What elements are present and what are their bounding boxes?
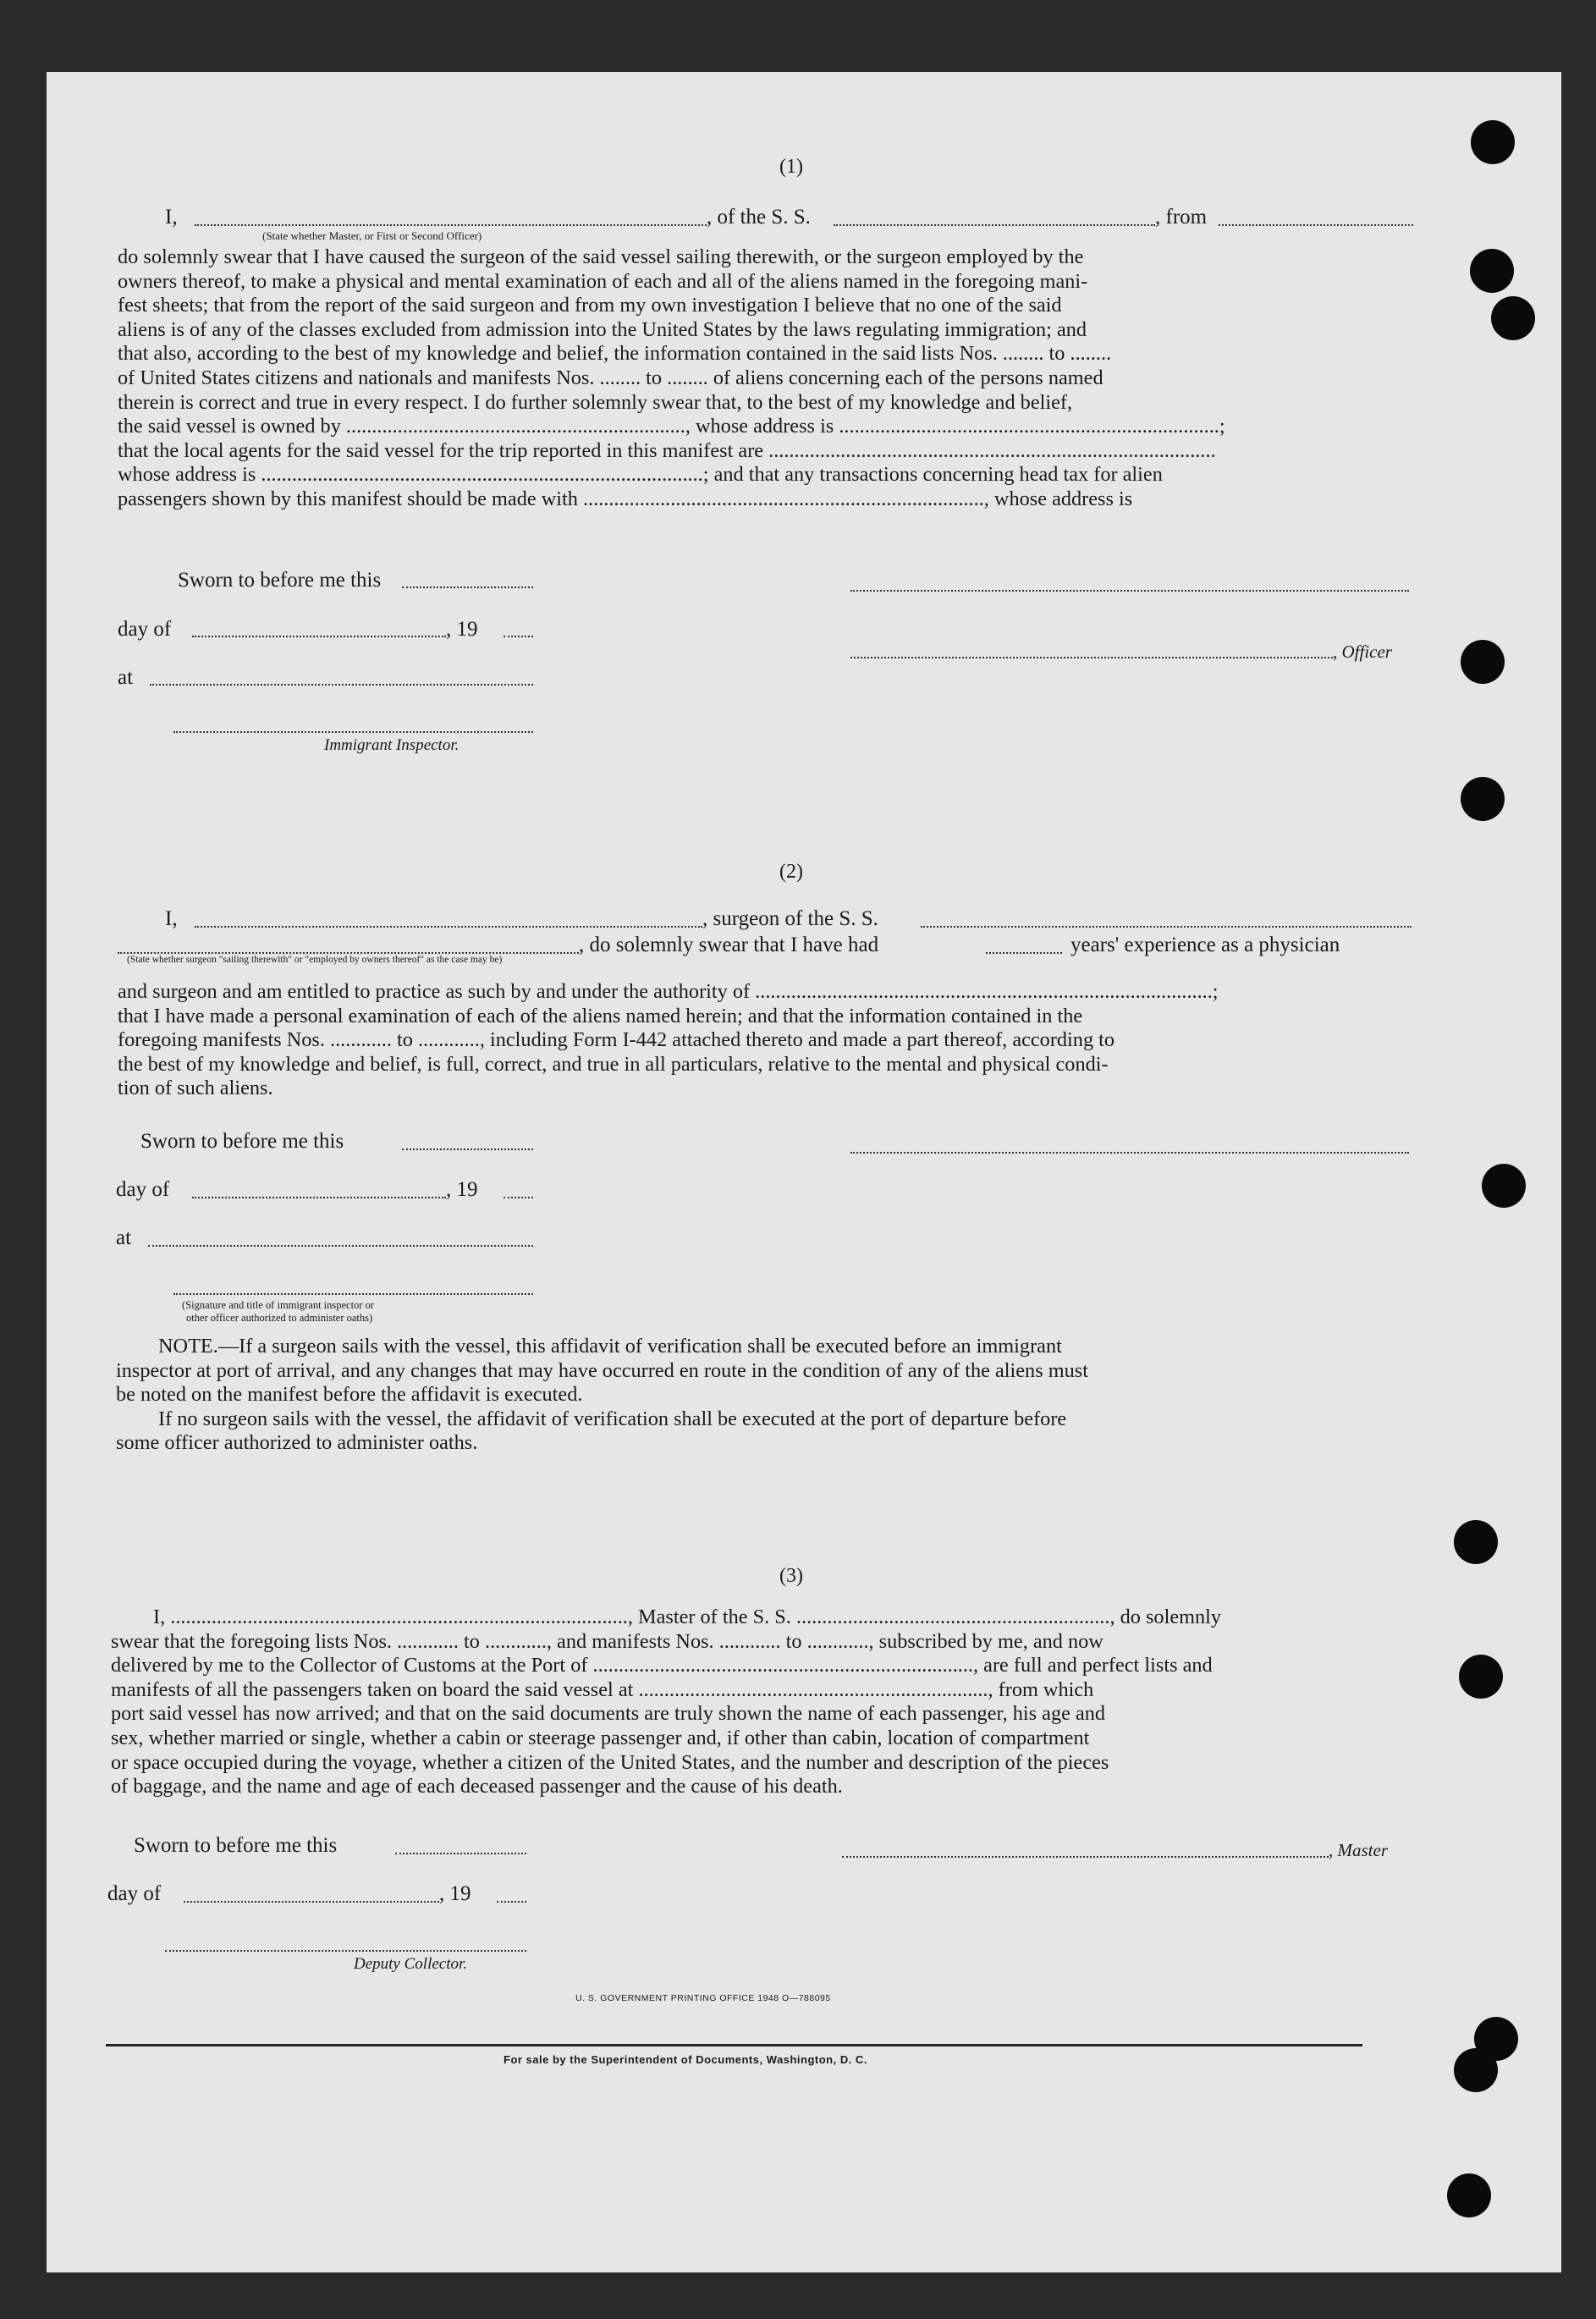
s2-note [116, 1335, 1419, 1456]
s1-para-line: do solemnly swear that I have caused the surgeon of the said vessel sailing therewith, or the surgeon employed by the [118, 245, 1084, 268]
s2-note-line: If no surgeon sails with the vessel, the affidavit of verification shall be executed at the port of departure before [158, 1407, 1067, 1430]
s1-of-ss-label: , of the S. S. [707, 206, 811, 229]
punch-hole [1461, 640, 1505, 684]
s2-swear-label: , do solemnly swear that I have had [579, 934, 879, 956]
s2-vessel-field[interactable] [921, 926, 1412, 928]
s1-sworn-label: Sworn to before me this [178, 569, 382, 592]
gpo-imprint: U. S. GOVERNMENT PRINTING OFFICE 1948 O—788095 [575, 1993, 831, 2003]
s1-officer-signature-line[interactable] [850, 590, 1409, 592]
s2-surgeon-signature-line[interactable] [850, 1152, 1409, 1154]
s3-day-of-label: day of [107, 1882, 162, 1905]
s2-at-field[interactable] [148, 1245, 533, 1247]
s2-para-line: the best of my knowledge and belief, is full, correct, and true in all particulars, relative to the mental and physical condi- [118, 1052, 1109, 1076]
s1-para-line: therein is correct and true in every respect. I do further solemnly swear that, to the best of my knowledge and belief, [118, 390, 1073, 414]
s3-master-label: , Master [1329, 1840, 1388, 1860]
s1-at-label: at [118, 666, 134, 689]
manifest-verification-page [47, 72, 1561, 2272]
s1-at-field[interactable] [150, 684, 533, 686]
s3-day-field[interactable] [184, 1901, 439, 1903]
punch-hole [1454, 1520, 1498, 1564]
s1-para-line: the said vessel is owned by .................................................................., whose address is ..........................................................................; [118, 415, 1225, 438]
s2-note-line: some officer authorized to administer oaths. [116, 1431, 478, 1455]
s3-year-label: , 19 [439, 1882, 471, 1905]
s2-at-label: at [116, 1226, 132, 1249]
s3-para-line: manifests of all the passengers taken on board the said vessel at ...................................................................., from which [111, 1677, 1094, 1701]
s1-officer-label: , Officer [1333, 642, 1392, 662]
s2-para-line: and surgeon and am entitled to practice as such by and under the authority of .........................................................................................; [118, 980, 1219, 1003]
s1-officer-field[interactable] [195, 224, 707, 226]
s3-oath-paragraph [111, 1606, 1414, 1799]
s3-sworn-label: Sworn to before me this [134, 1834, 338, 1857]
s3-para-line: sex, whether married or single, whether a cabin or steerage passenger and, if other than cabin, location of compartment [111, 1726, 1090, 1749]
s1-inspector-label: Immigrant Inspector. [324, 736, 460, 754]
s2-day-of-label: day of [116, 1178, 170, 1201]
s2-sig-note-2: other officer authorized to administer oaths) [186, 1312, 373, 1324]
s1-day-field[interactable] [192, 636, 446, 637]
s1-para-line: that the local agents for the said vessel for the trip reported in this manifest are ....................................................................................... [118, 438, 1216, 462]
s2-sworn-label: Sworn to before me this [140, 1130, 344, 1153]
s2-note-line: be noted on the manifest before the affidavit is executed. [116, 1383, 583, 1407]
s2-years-label: years' experience as a physician [1070, 934, 1340, 956]
s1-year-label: , 19 [446, 618, 478, 641]
punch-hole [1461, 777, 1505, 821]
section-3-number: (3) [779, 1565, 803, 1587]
s2-year-label: , 19 [446, 1178, 478, 1201]
s2-para-line: foregoing manifests Nos. ............ to ............, including Form I-442 attached thereto and made a part thereof, according to [118, 1028, 1115, 1052]
s1-para-line: owners thereof, to make a physical and mental examination of each and all of the aliens named in the foregoing mani- [118, 269, 1088, 293]
s1-sworn-field[interactable] [402, 587, 533, 588]
s1-para-line: whose address is ......................................................................................; and that any transactions concerning head tax for alien [118, 463, 1163, 487]
s2-day-field[interactable] [192, 1197, 446, 1198]
s1-oath-paragraph [118, 245, 1421, 512]
s1-i-label: I, [165, 206, 178, 229]
s3-para-line: of baggage, and the name and age of each deceased passenger and the cause of his death. [111, 1775, 843, 1798]
punch-hole [1454, 2048, 1498, 2092]
s1-officer-name-line[interactable] [850, 657, 1333, 658]
s1-para-line: of United States citizens and nationals and manifests Nos. ........ to ........ of aliens concerning each of the persons named [118, 366, 1103, 389]
s3-year-field[interactable] [497, 1901, 526, 1903]
s2-note-line: NOTE.—If a surgeon sails with the vessel, this affidavit of verification shall be executed before an immigrant [158, 1335, 1062, 1358]
s2-inspector-signature-line[interactable] [173, 1293, 533, 1295]
s2-year-field[interactable] [504, 1197, 533, 1198]
s2-sailing-field[interactable] [118, 952, 579, 954]
punch-hole [1459, 1655, 1503, 1699]
section-2-number: (2) [779, 861, 803, 883]
s2-para-line: tion of such aliens. [118, 1077, 273, 1100]
punch-hole [1447, 2173, 1491, 2217]
s2-years-field[interactable] [986, 952, 1062, 954]
s2-i-label: I, [165, 907, 178, 930]
punch-hole [1491, 296, 1535, 340]
s2-oath-paragraph [118, 980, 1421, 1101]
s3-para-line: swear that the foregoing lists Nos. ............ to ............, and manifests Nos. ............ to ............, subscribed by me, and now [111, 1629, 1103, 1653]
s2-surgeon-label: , surgeon of the S. S. [702, 907, 878, 930]
for-sale-note: For sale by the Superintendent of Documents, Washington, D. C. [504, 2053, 867, 2066]
s1-para-line: aliens is of any of the classes excluded from admission into the United States by the laws regulating immigration; and [118, 317, 1087, 341]
footer-rule [106, 2044, 1362, 2046]
s3-para-line: I, ........................................................................................., Master of the S. S. ............................................................., do solemnly [153, 1606, 1222, 1628]
s1-para-line: fest sheets; that from the report of the said surgeon and from my own investigation I believe that no one of the said [118, 294, 1062, 317]
s1-from-label: , from [1155, 206, 1208, 229]
s1-year-field[interactable] [504, 636, 533, 637]
s1-officer-note: (State whether Master, or First or Second Officer) [262, 229, 482, 242]
s1-day-of-label: day of [118, 618, 172, 641]
s3-para-line: port said vessel has now arrived; and that on the said documents are truly shown the name of each passenger, his age and [111, 1702, 1106, 1726]
s2-note-line: inspector at port of arrival, and any changes that may have occurred en route in the condition of any of the aliens must [116, 1358, 1088, 1382]
s1-from-field[interactable] [1219, 224, 1413, 226]
s2-sworn-field[interactable] [402, 1148, 533, 1150]
punch-hole [1482, 1164, 1526, 1208]
s3-master-signature-line[interactable] [842, 1856, 1329, 1858]
s3-deputy-label: Deputy Collector. [354, 1955, 468, 1973]
punch-hole [1471, 120, 1515, 164]
s2-para-line: that I have made a personal examination of each of the aliens named herein; and that the information contained in the [118, 1004, 1083, 1027]
s1-inspector-signature-line[interactable] [173, 731, 533, 733]
section-1-number: (1) [779, 156, 803, 178]
s2-surgeon-name-field[interactable] [195, 926, 702, 928]
s3-deputy-signature-line[interactable] [165, 1950, 526, 1952]
s1-vessel-field[interactable] [834, 224, 1155, 226]
s3-para-line: delivered by me to the Collector of Customs at the Port of .........................................................................., are full and perfect lists and [111, 1654, 1213, 1677]
punch-hole [1470, 249, 1514, 293]
s1-para-line: that also, according to the best of my knowledge and belief, the information contained in the said lists Nos. ........ to ........ [118, 342, 1112, 366]
s3-sworn-field[interactable] [395, 1853, 526, 1854]
s1-para-line: passengers shown by this manifest should be made with .............................................................................., whose address is [118, 487, 1133, 510]
s2-surgeon-note: (State whether surgeon "sailing therewith" or "employed by owners thereof" as the case may be) [127, 955, 503, 965]
s2-sig-note-1: (Signature and title of immigrant inspector or [182, 1299, 375, 1311]
s3-para-line: or space occupied during the voyage, whether a citizen of the United States, and the number and description of the pieces [111, 1750, 1109, 1774]
